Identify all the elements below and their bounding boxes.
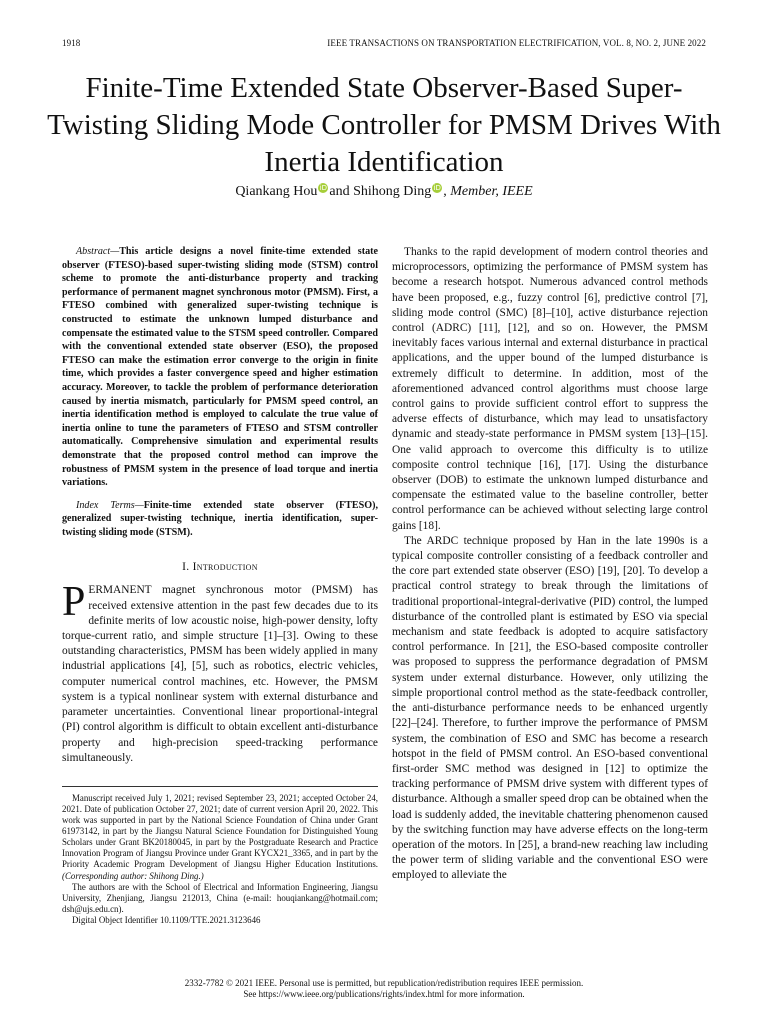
- member-title: Member, IEEE: [450, 184, 533, 199]
- intro-text: magnet synchronous motor (PMSM) has received extensive attention in the past few decades due to its definite merits of low acoustic noise, high-power density, lofty torque-current ratio, and simple structure [1]–[3]. Owing to these outstanding characteristics, PMSM has been widely applied in many industrial applications [4], [5], such as robotics, electric vehicles, computer numerical control machines, etc. However, the PMSM system is a typical nonlinear system with external disturbance and parameter uncertainties. Conventional linear proportional-integral (PI) control algorithm is difficult to obtain excellent anti-disturbance property and high-precision speed-tracking performance simultaneously.: [62, 584, 378, 764]
- affiliation-footnote: The authors are with the School of Electrical and Information Engineering, Jiangsu University, Zhenjiang, Jiangsu 212013, China (e-mail: houqiankang@hotmail.com; dsh@ujs.edu.cn).: [62, 881, 378, 914]
- orcid-icon[interactable]: iD: [319, 184, 328, 192]
- manuscript-text: Manuscript received July 1, 2021; revised September 23, 2021; accepted October 24, 2021. Date of publication October 27, 2021; date of current version April 20, 2022. This work was supported in part by the National Science Foundation of China under Grant 61973142, in part by the Jiangsu Natural Science Foundation for Distinguished Young Scholars under Grant BK20180045, in part by the Postgraduate Research and Practice Innovation Program of Jiangsu Province under Grant KYCX21_3365, and in part by the Priority Academic Program Development of Jiangsu Higher Education Institutions.: [62, 792, 378, 870]
- right-column: [392, 245, 708, 884]
- index-terms: [62, 499, 378, 540]
- journal-header: IEEE TRANSACTIONS ON TRANSPORTATION ELECTRIFICATION, VOL. 8, NO. 2, JUNE 2022: [327, 38, 706, 48]
- author-line: [40, 183, 728, 200]
- lead-word: ERMANENT: [88, 584, 152, 597]
- footnote-rule: [62, 786, 378, 787]
- manuscript-footnote: [62, 793, 378, 882]
- left-column: [62, 245, 378, 926]
- abstract-text: This article designs a novel finite-time extended state observer (FTESO)-based super-twisting sliding mode (STSM) control scheme to promote the anti-disturbance property and tracking performance of permanent magnet synchronous motor (PMSM). First, a FTESO combined with generalized super-twisting technique is constructed to estimate the unknown lumped disturbance and compensate the estimated value to the STSM speed controller. Compared with the conventional extended state observer (ESO), the proposed FTESO can make the estimation error converge to the origin in finite time, which provides a faster convergence speed and higher estimation accuracy. Moreover, to tackle the problem of performance deterioration caused by inertia mismatch, particularly for PMSM speed control, an inertia identification method is employed to calculate the true value of inertia online to tune the parameters of FTESO and STSM controller automatically. Comprehensive simulation and experimental results demonstrate that the proposed control method can improve the robustness of PMSM system in the presence of load torque and inertia variations.: [62, 246, 378, 489]
- author-name: Qiankang Hou: [235, 184, 318, 199]
- doi-footnote[interactable]: Digital Object Identifier 10.1109/TTE.2021.3123646: [72, 914, 261, 925]
- copyright-notice: [40, 978, 728, 1000]
- author-separator: ,: [443, 184, 451, 199]
- copyright-line: 2332-7782 © 2021 IEEE. Personal use is permitted, but republication/redistribution requires IEEE permission.: [184, 978, 584, 988]
- index-terms-text: Finite-time extended state observer (FTESO), generalized super-twisting technique, inertia identification, super-twisting sliding mode (STSM).: [62, 499, 378, 538]
- corresponding-author: (Corresponding author: Shihong Ding.): [62, 870, 204, 881]
- intro-paragraph: [62, 579, 378, 765]
- rights-link[interactable]: See https://www.ieee.org/publications/rights/index.html for more information.: [243, 989, 525, 999]
- page-number: 1918: [62, 38, 81, 48]
- body-paragraph: Thanks to the rapid development of modern control theories and microprocessors, optimizing the performance of PMSM system has become a research hotspot. Numerous advanced control methods have been proposed, e.g., fuzzy control [6], predictive control [7], sliding mode control (SMC) [8]–[10], active disturbance rejection control (ADRC) [11], [12], and so on. However, the PMSM inevitably faces various internal and external disturbance in practical applications, and the upper bound of the lumped disturbance is extremely difficult to determine. In addition, most of the aforementioned advanced control algorithms must choose large control gains to provide sufficient control effort to suppress the adverse effects of disturbance, which may lead to unsatisfactory dynamic and steady-state performance in PMSM system [13]–[15]. One valid approach to overcome this difficulty is to utilize composite control technique [16], [17]. Using the disturbance observer (DOB) to estimate the unknown lumped disturbance and compensate the estimated value to the baseline controller, better control performance can be achieved without selecting large control gains [18].: [392, 246, 708, 532]
- abstract-block: [62, 245, 378, 539]
- body-paragraph: The ARDC technique proposed by Han in the late 1990s is a typical composite controller consisting of a feedback controller and the core part extended state observer (ESO) [19], [20]. To develop a practical control strategy to break through the limitations of traditional proportional-integral-derivative (PID) control, the lumped disturbance of the controlled plant is estimated by ESO via special mechanism and state feedback is adopted to acquire satisfactory control performance. In [21], the ESO-based composite controller was proposed to suppress the performance degradation of PMSM system under external disturbance. However, only utilizing the simple proportional control method as the state-feedback controller, the anti-disturbance performance needs to be enhanced urgently [22]–[24]. Therefore, to further improve the performance of PMSM system, the combination of ESO and SMC has become a research hotspot in the field of PMSM control. An ESO-based conventional first-order SMC method was designed in [12] to optimize the tracking performance of PMSM drive system with different types of disturbance. Although a smaller speed drop can be obtained when the load is suddenly added, the inevitable chattering phenomenon caused by the switching function may have adverse effects on the long-term operation of the motors. In [25], a brand-new reaching law including the power term of sliding variable and the conventional ESO were employed to alleviate the: [392, 534, 708, 882]
- author-name: and Shihong Ding: [329, 184, 432, 199]
- orcid-icon[interactable]: iD: [433, 184, 441, 192]
- paper-title: Finite-Time Extended State Observer-Based Super-Twisting Sliding Mode Controller for PMSM Drives With Inertia Identification: [47, 72, 721, 178]
- drop-cap: P: [62, 579, 86, 626]
- abstract: [62, 245, 378, 490]
- section-heading: I. Introduction: [182, 561, 258, 574]
- index-terms-label: Index Terms—: [76, 499, 144, 511]
- abstract-label: Abstract—: [76, 246, 120, 257]
